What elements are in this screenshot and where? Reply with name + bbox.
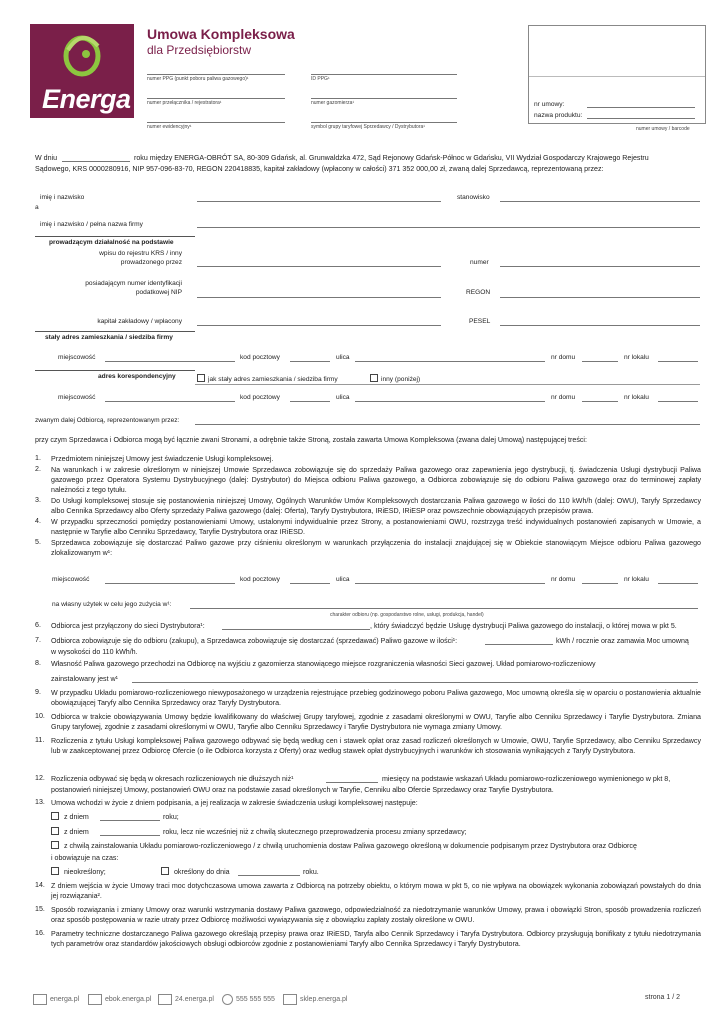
item12-a: Rozliczenia odbywać się będą w okresach rozliczeniowych nie dłuższych niż¹ — [51, 775, 294, 783]
kapital-label: kapitał zakładowy / wpłacony — [97, 318, 182, 325]
stanowisko-label: stanowisko — [457, 194, 490, 201]
nr-umowy-label: nr umowy: — [534, 101, 565, 108]
buyer-rep-field[interactable] — [195, 424, 700, 425]
zainstalowany-field[interactable] — [132, 682, 698, 683]
na-wlasny-label: na własny użytek w celu jego zużycia w¹: — [52, 601, 172, 608]
nr-domu-label: nr domu — [551, 576, 576, 583]
option-label: z dniem — [63, 828, 89, 836]
option-okreslony[interactable] — [161, 867, 230, 877]
nr-domu-label: nr domu — [551, 354, 576, 361]
option-z-dniem-2[interactable] — [51, 827, 89, 837]
charakter-field[interactable] — [190, 608, 698, 609]
odbior-kod-field[interactable] — [290, 583, 330, 584]
box-divider — [529, 76, 705, 77]
item12-c: postanowień niniejszej Umowy, postanowień OWU oraz na podstawie zasad określonych w Taryfie, Cenniku albo Ofercie Sprzedawcy oraz Taryfie Dystrybutora. — [51, 786, 554, 794]
ulica-label: ulica — [336, 354, 350, 361]
item-num: 11. — [35, 736, 45, 744]
option-obowiazuje: i obowiązuje na czas: — [51, 854, 119, 862]
footer-label: ebok.energa.pl — [105, 996, 152, 1003]
item12-b: miesięcy na podstawie wskazań Układu pomiarowo-rozliczeniowego wymienionego w pkt 8, — [382, 775, 671, 783]
imie-nazwisko-label: imię i nazwisko — [40, 194, 85, 201]
cart-icon — [283, 994, 297, 1005]
calendar-icon — [158, 994, 172, 1005]
kor-nr-domu-field[interactable] — [582, 401, 618, 402]
intro-line2: Sądowego, KRS 0000280916, NIP 957-096-83-70, REGON 220418835, kapitał zakładowy (wpłacony w całości) 371 352 000,00 zł, zwaną dalej Sprzedawcą, reprezentowaną przez: — [35, 165, 604, 173]
nr-lokalu-field[interactable] — [658, 361, 698, 362]
item6-a: Odbiorca jest przyłączony do sieci Dystrybutora¹: — [51, 622, 205, 630]
item-num: 1. — [35, 454, 41, 462]
dystrybutor-field[interactable] — [222, 629, 370, 630]
phone-icon — [222, 994, 233, 1005]
kor-kod-field[interactable] — [290, 401, 330, 402]
option-suffix: roku; — [163, 813, 179, 821]
kod-pocztowy-label: kod pocztowy — [240, 354, 280, 361]
monitor-icon — [33, 994, 47, 1005]
krs-field[interactable] — [197, 266, 441, 267]
laptop-icon — [88, 994, 102, 1005]
item-text: Przedmiotem niniejszej Umowy jest świadczenie Usługi kompleksowej. — [51, 455, 274, 463]
prowadzonego-label: prowadzonego przez — [120, 259, 182, 266]
footer-link-phone[interactable] — [222, 994, 275, 1005]
item-num: 12. — [35, 774, 45, 782]
item8-b: zainstalowany jest w¹ — [51, 675, 119, 683]
section-divider — [35, 236, 195, 237]
symbol-grupy-label: symbol grupy taryfowej Sprzedawcy / Dystrybutora¹ — [311, 124, 425, 130]
nazwa-produktu-label: nazwa produktu: — [534, 112, 583, 119]
barcode-caption: numer umowy / barcode — [636, 126, 690, 132]
option-z-chwila[interactable] — [51, 841, 637, 851]
zwanym-label: zwanym dalej Odbiorcą, reprezentowanym przez: — [35, 417, 180, 424]
date-field-2[interactable] — [100, 835, 160, 836]
option-suffix: roku. — [303, 868, 319, 876]
inny-option[interactable] — [370, 374, 420, 383]
item-text: Sprzedawca zobowiązuje się dostarczać Paliwo gazowe przy ciśnieniu określonym w warunkach przyłączenia do instalacji znajdującej się w Obiekcie stanowiącym Miejsce odbioru Paliwa gazowego zlokalizowanym w¹: — [51, 539, 701, 558]
kod-pocztowy-field[interactable] — [290, 361, 330, 362]
nip-field[interactable] — [197, 297, 441, 298]
checkbox[interactable] — [51, 867, 59, 875]
item-num: 6. — [35, 621, 41, 629]
item-num: 9. — [35, 688, 41, 696]
footer-link-www[interactable] — [33, 994, 79, 1005]
ppg-field[interactable] — [147, 74, 285, 75]
option-nieokreslony[interactable] — [51, 867, 106, 877]
charakter-caption: charakter odbioru (np. gospodarstwo rolne, usługi, produkcja, handel) — [330, 612, 484, 618]
footer-label: 24.energa.pl — [175, 996, 214, 1003]
section-divider — [35, 331, 195, 332]
item-text: Odbiorca w trakcie obowiązywania Umowy będzie kwalifikowany do właściwej Grupy taryfowej, zgodnie z zasadami określonymi w OWU, Taryfie albo Cenniku Sprzedawcy i Taryfie Dystrybutora. Zmiana Grupy taryfowej, zgodnie z zasadami określonymi w OWU, Taryfie albo Cenniku Sprzedawcy i Taryfie Dystrybutora nie wymaga zmiany Umowy. — [51, 713, 701, 732]
item-text: Sposób rozwiązania i zmiany Umowy oraz warunki wstrzymania dostawy Paliwa gazowego, odpowiedzialność za niedotrzymanie warunków Umowy, prawa i obowiązki Stron, sposób prowadzenia rozliczeń oraz sposób postępowania w razie utraty przez Odbiorcę możliwości wywiązywania się z obowiązku zapłaty zostały określone w OWU. — [51, 906, 701, 925]
page-number: strona 1 / 2 — [645, 994, 681, 1001]
nr-domu-field[interactable] — [582, 361, 618, 362]
kapital-field[interactable] — [197, 325, 441, 326]
ilosc-field[interactable] — [485, 644, 553, 645]
pesel-label: PESEL — [469, 318, 491, 325]
nr-lokalu-label: nr lokalu — [624, 354, 649, 361]
date-field-3[interactable] — [238, 875, 300, 876]
checkbox[interactable] — [197, 374, 205, 382]
footer-label: 555 555 555 — [236, 996, 275, 1003]
footer-link-24[interactable] — [158, 994, 214, 1005]
page-subtitle: dla Przedsiębiorstw — [147, 43, 252, 57]
buyer-name-field[interactable] — [197, 227, 700, 228]
checkbox[interactable] — [51, 812, 59, 820]
item-num: 16. — [35, 929, 45, 937]
option-label: z dniem — [63, 813, 89, 821]
item-num: 3. — [35, 496, 41, 504]
kor-nr-lokalu-field[interactable] — [658, 401, 698, 402]
przelacznika-field[interactable] — [147, 98, 285, 99]
nr-umowy-field[interactable] — [587, 107, 695, 108]
id-ppg-label: ID PPG¹ — [311, 76, 330, 82]
checkbox[interactable] — [51, 827, 59, 835]
odbior-miejscowosc-field[interactable] — [105, 583, 235, 584]
regon-field[interactable] — [500, 297, 700, 298]
miejscowosc-label: miejscowość — [58, 394, 96, 401]
item-num: 14. — [35, 881, 45, 889]
item7-a: Odbiorca zobowiązuje się do odbioru (zakupu), a Sprzedawca zobowiązuje się dostarczać (sprzedawać) Paliwo gazowe w ilości¹: — [51, 637, 458, 645]
contract-number-box — [528, 25, 706, 124]
item6-b: , który świadczyć będzie Usługę dystrybucji Paliwa gazowego do instalacji, o której mowa w pkt 5. — [370, 622, 677, 630]
item-num: 4. — [35, 517, 41, 525]
footer-label: sklep.energa.pl — [300, 996, 348, 1003]
ewidencyjny-field[interactable] — [147, 122, 285, 123]
ulica-label: ulica — [336, 576, 350, 583]
date-field-1[interactable] — [100, 820, 160, 821]
przelacznika-label: numer przełącznika / rejestratora¹ — [147, 100, 222, 106]
imie-firma-label: imię i nazwisko / pełna nazwa firmy — [40, 221, 143, 228]
kor-ulica-field[interactable] — [355, 401, 545, 402]
nazwa-produktu-field[interactable] — [587, 118, 695, 119]
item-text: Na warunkach i w zakresie określonym w niniejszej Umowie Sprzedawca zobowiązuje się do sprzedaży Paliwa gazowego oraz zapewnienia jego dystrybucji, tj. świadczenia Usługi dystrybucji Paliwa gazowego przez Operatora Systemu Dystrybucyjnego (dalej: Dystrybutor) do Miejsca odbioru Paliwa gazowego, a Odbiorca zobowiązuje się do odbioru Paliwa gazowego oraz do terminowej zapłaty należności z tego tytułu. — [51, 466, 701, 495]
section-divider — [35, 370, 195, 371]
item-num: 2. — [35, 465, 41, 473]
ulica-label: ulica — [336, 394, 350, 401]
odbior-ulica-field[interactable] — [355, 583, 545, 584]
footer-link-sklep[interactable] — [283, 994, 347, 1005]
odbior-nr-lokalu-field[interactable] — [658, 583, 698, 584]
item-text: Rozliczenia z tytułu Usługi kompleksowej Paliwa gazowego odbywać się będą według cen i stawek opłat oraz zasad rozliczeń określonych w Umowie, OWU, Taryfie Sprzedawcy, albo Cenniku Sprzedawcy lub w zaakceptowanej przez Odbiorcę Ofercie (o ile Odbiorca korzysta z Oferty) oraz według stawek opłat dystrybucyjnych i warunków ich stosowania wynikających z Taryfy Dystrybutora. — [51, 737, 701, 756]
item13-text: Umowa wchodzi w życie z dniem podpisania, a jej realizacja w zakresie świadczenia usługi kompleksowej następuje: — [51, 799, 418, 807]
nr-domu-label: nr domu — [551, 394, 576, 401]
inny-label: inny (poniżej) — [381, 376, 421, 383]
intro-w-dniu: W dniu — [35, 154, 58, 162]
odbior-nr-domu-field[interactable] — [582, 583, 618, 584]
stanowisko-field[interactable] — [500, 201, 700, 202]
pesel-field[interactable] — [500, 325, 700, 326]
kor-miejscowosc-field[interactable] — [105, 401, 235, 402]
intro-date-field[interactable] — [62, 161, 130, 162]
ulica-field[interactable] — [355, 361, 545, 362]
item-num: 5. — [35, 538, 41, 546]
staly-adres-label: stały adres zamieszkania / siedziba firmy — [45, 334, 173, 341]
ppg-label: numer PPG (punkt poboru paliwa gazowego)¹ — [147, 76, 249, 82]
kod-pocztowy-label: kod pocztowy — [240, 576, 280, 583]
item-num: 13. — [35, 798, 45, 806]
checkbox[interactable] — [51, 841, 59, 849]
ewidencyjny-label: numer ewidencyjny¹ — [147, 124, 192, 130]
item-text: W przypadku Układu pomiarowo-rozliczeniowego niewyposażonego w urządzenia rejestrujące przebieg godzinowego poboru Paliwa gazowego, Moc umowną określa się w oparciu o postanowienia aktualnie obowiązującej Taryfy albo Cennika Sprzedawcy oraz Taryfy Dystrybutora. — [51, 689, 701, 708]
a-label: a — [35, 204, 39, 211]
gazomierza-label: numer gazomierza¹ — [311, 100, 355, 106]
item-num: 8. — [35, 659, 41, 667]
option-label: nieokreślony; — [63, 868, 106, 876]
checkbox[interactable] — [370, 374, 378, 382]
jak-staly-label: jak stały adres zamieszkania / siedziba firmy — [208, 376, 338, 383]
section-divider — [195, 384, 700, 385]
intro-line1: roku między ENERGA-OBRÓT SA, 80-309 Gdańsk, al. Grunwaldzka 472, Sąd Rejonowy Gdańsk-Północ w Gdańsku, VII Wydział Gospodarczy Krajowego Rejestru — [134, 154, 649, 162]
option-label: określony do dnia — [173, 868, 230, 876]
przy-czym-text: przy czym Sprzedawca i Odbiorca mogą być łącznie zwani Stronami, a odrębnie także Stroną, została zawarta Umowa Kompleksowa (zwana dalej Umową) następującej treści: — [35, 436, 587, 444]
nr-lokalu-label: nr lokalu — [624, 576, 649, 583]
miejscowosc-label: miejscowość — [58, 354, 96, 361]
item-text: Parametry techniczne dostarczanego Paliwa gazowego określają przepisy prawa oraz IRiESD, Taryfa albo Cennik Sprzedawcy i Taryfa Dystrybutora. Odbiorcy przysługują bonifikaty z tytułu niedotrzymania tych parametrów oraz standardów jakościowych obsługi odbiorców zgodnie z postanowieniami Taryfy albo Cennika Sprzedawcy i Taryfy Dystrybutora. — [51, 930, 701, 949]
footer-label: energa.pl — [50, 996, 80, 1003]
item-num: 15. — [35, 905, 45, 913]
kod-pocztowy-label: kod pocztowy — [240, 394, 280, 401]
item8-a: Własność Paliwa gazowego przechodzi na Odbiorcę na wyjściu z gazomierza stanowiącego miejsce rozgraniczenia własności Sieci gazowej. Układ pomiarowo-rozliczeniowy — [51, 660, 596, 668]
item-text: Z dniem wejścia w życie Umowy traci moc dotychczasowa umowa zawarta z Odbiorcą na potrzeby obiektu, o którym mowa w pkt 5, co nie wpływa na obowiązek wykonania zobowiązań powstałych do dnia jej rozwiązania². — [51, 882, 701, 901]
wpisu-label: wpisu do rejestru KRS / inny — [99, 250, 182, 257]
okres-field[interactable] — [326, 782, 378, 783]
item-num: 7. — [35, 636, 41, 644]
gazomierza-field[interactable] — [311, 98, 457, 99]
regon-label: REGON — [466, 289, 491, 296]
symbol-grupy-field[interactable] — [311, 122, 457, 123]
item7-b: kWh / rocznie oraz zamawia Moc umowną — [556, 637, 689, 645]
numer-field[interactable] — [500, 266, 700, 267]
item-text: Do Usługi kompleksowej stosuje się postanowienia niniejszej Umowy, Ogólnych Warunków Umów Kompleksowych dostarczania Paliwa gazowego w ilości do 110 kWh/h (dalej: OWU), Taryfy Sprzedawcy albo Cennika Sprzedawcy albo Oferty sprzedaży Paliwa gazowego (dalej: Oferta), Taryfy Dystrybutora, IRiESD, IRiESP oraz powszechnie obowiązujących przepisów prawa. — [51, 497, 701, 516]
item7-c: w wysokości do 110 kWh/h. — [51, 648, 138, 656]
numer-label: numer — [470, 259, 489, 266]
seller-rep-name-field[interactable] — [197, 201, 441, 202]
item-text: W przypadku sprzeczności pomiędzy postanowieniami Umowy, ustalonymi indywidualnie przez Strony, a postanowieniami OWU, rozstrzyga treść indywidualnych postanowień zapisanych w Umowie, a następnie w Taryfie albo Cenniku Sprzedawcy, Taryfie Dystrybutora oraz IRiESD. — [51, 518, 701, 537]
option-label: z chwilą zainstalowania Układu pomiarowo-rozliczeniowego / z chwilą uruchomienia dostaw Paliwa gazowego określoną w dokumencie podpisanym przez Dystrybutora oraz Odbiorcę — [63, 842, 637, 850]
item-num: 10. — [35, 712, 45, 720]
footer-link-ebok[interactable] — [88, 994, 151, 1005]
posiadajacym-label: posiadającym numer identyfikacji — [85, 280, 182, 287]
adres-kor-label: adres korespondencyjny — [98, 373, 176, 380]
page-title: Umowa Kompleksowa — [147, 26, 295, 42]
logo-word: Energa — [42, 84, 131, 114]
jak-staly-option[interactable] — [197, 374, 338, 383]
option-suffix: roku, lecz nie wcześniej niż z chwilą skutecznego przeprowadzenia procesu zmiany sprzedawcy; — [163, 828, 467, 836]
nr-lokalu-label: nr lokalu — [624, 394, 649, 401]
prowadzacym-label: prowadzącym działalność na podstawie — [49, 239, 174, 246]
miejscowosc-field[interactable] — [105, 361, 235, 362]
miejscowosc-label: miejscowość — [52, 576, 90, 583]
podatkowej-label: podatkowej NIP — [135, 289, 182, 296]
option-z-dniem-1[interactable] — [51, 812, 89, 822]
checkbox[interactable] — [161, 867, 169, 875]
energa-logo — [30, 24, 134, 118]
id-ppg-field[interactable] — [311, 74, 457, 75]
